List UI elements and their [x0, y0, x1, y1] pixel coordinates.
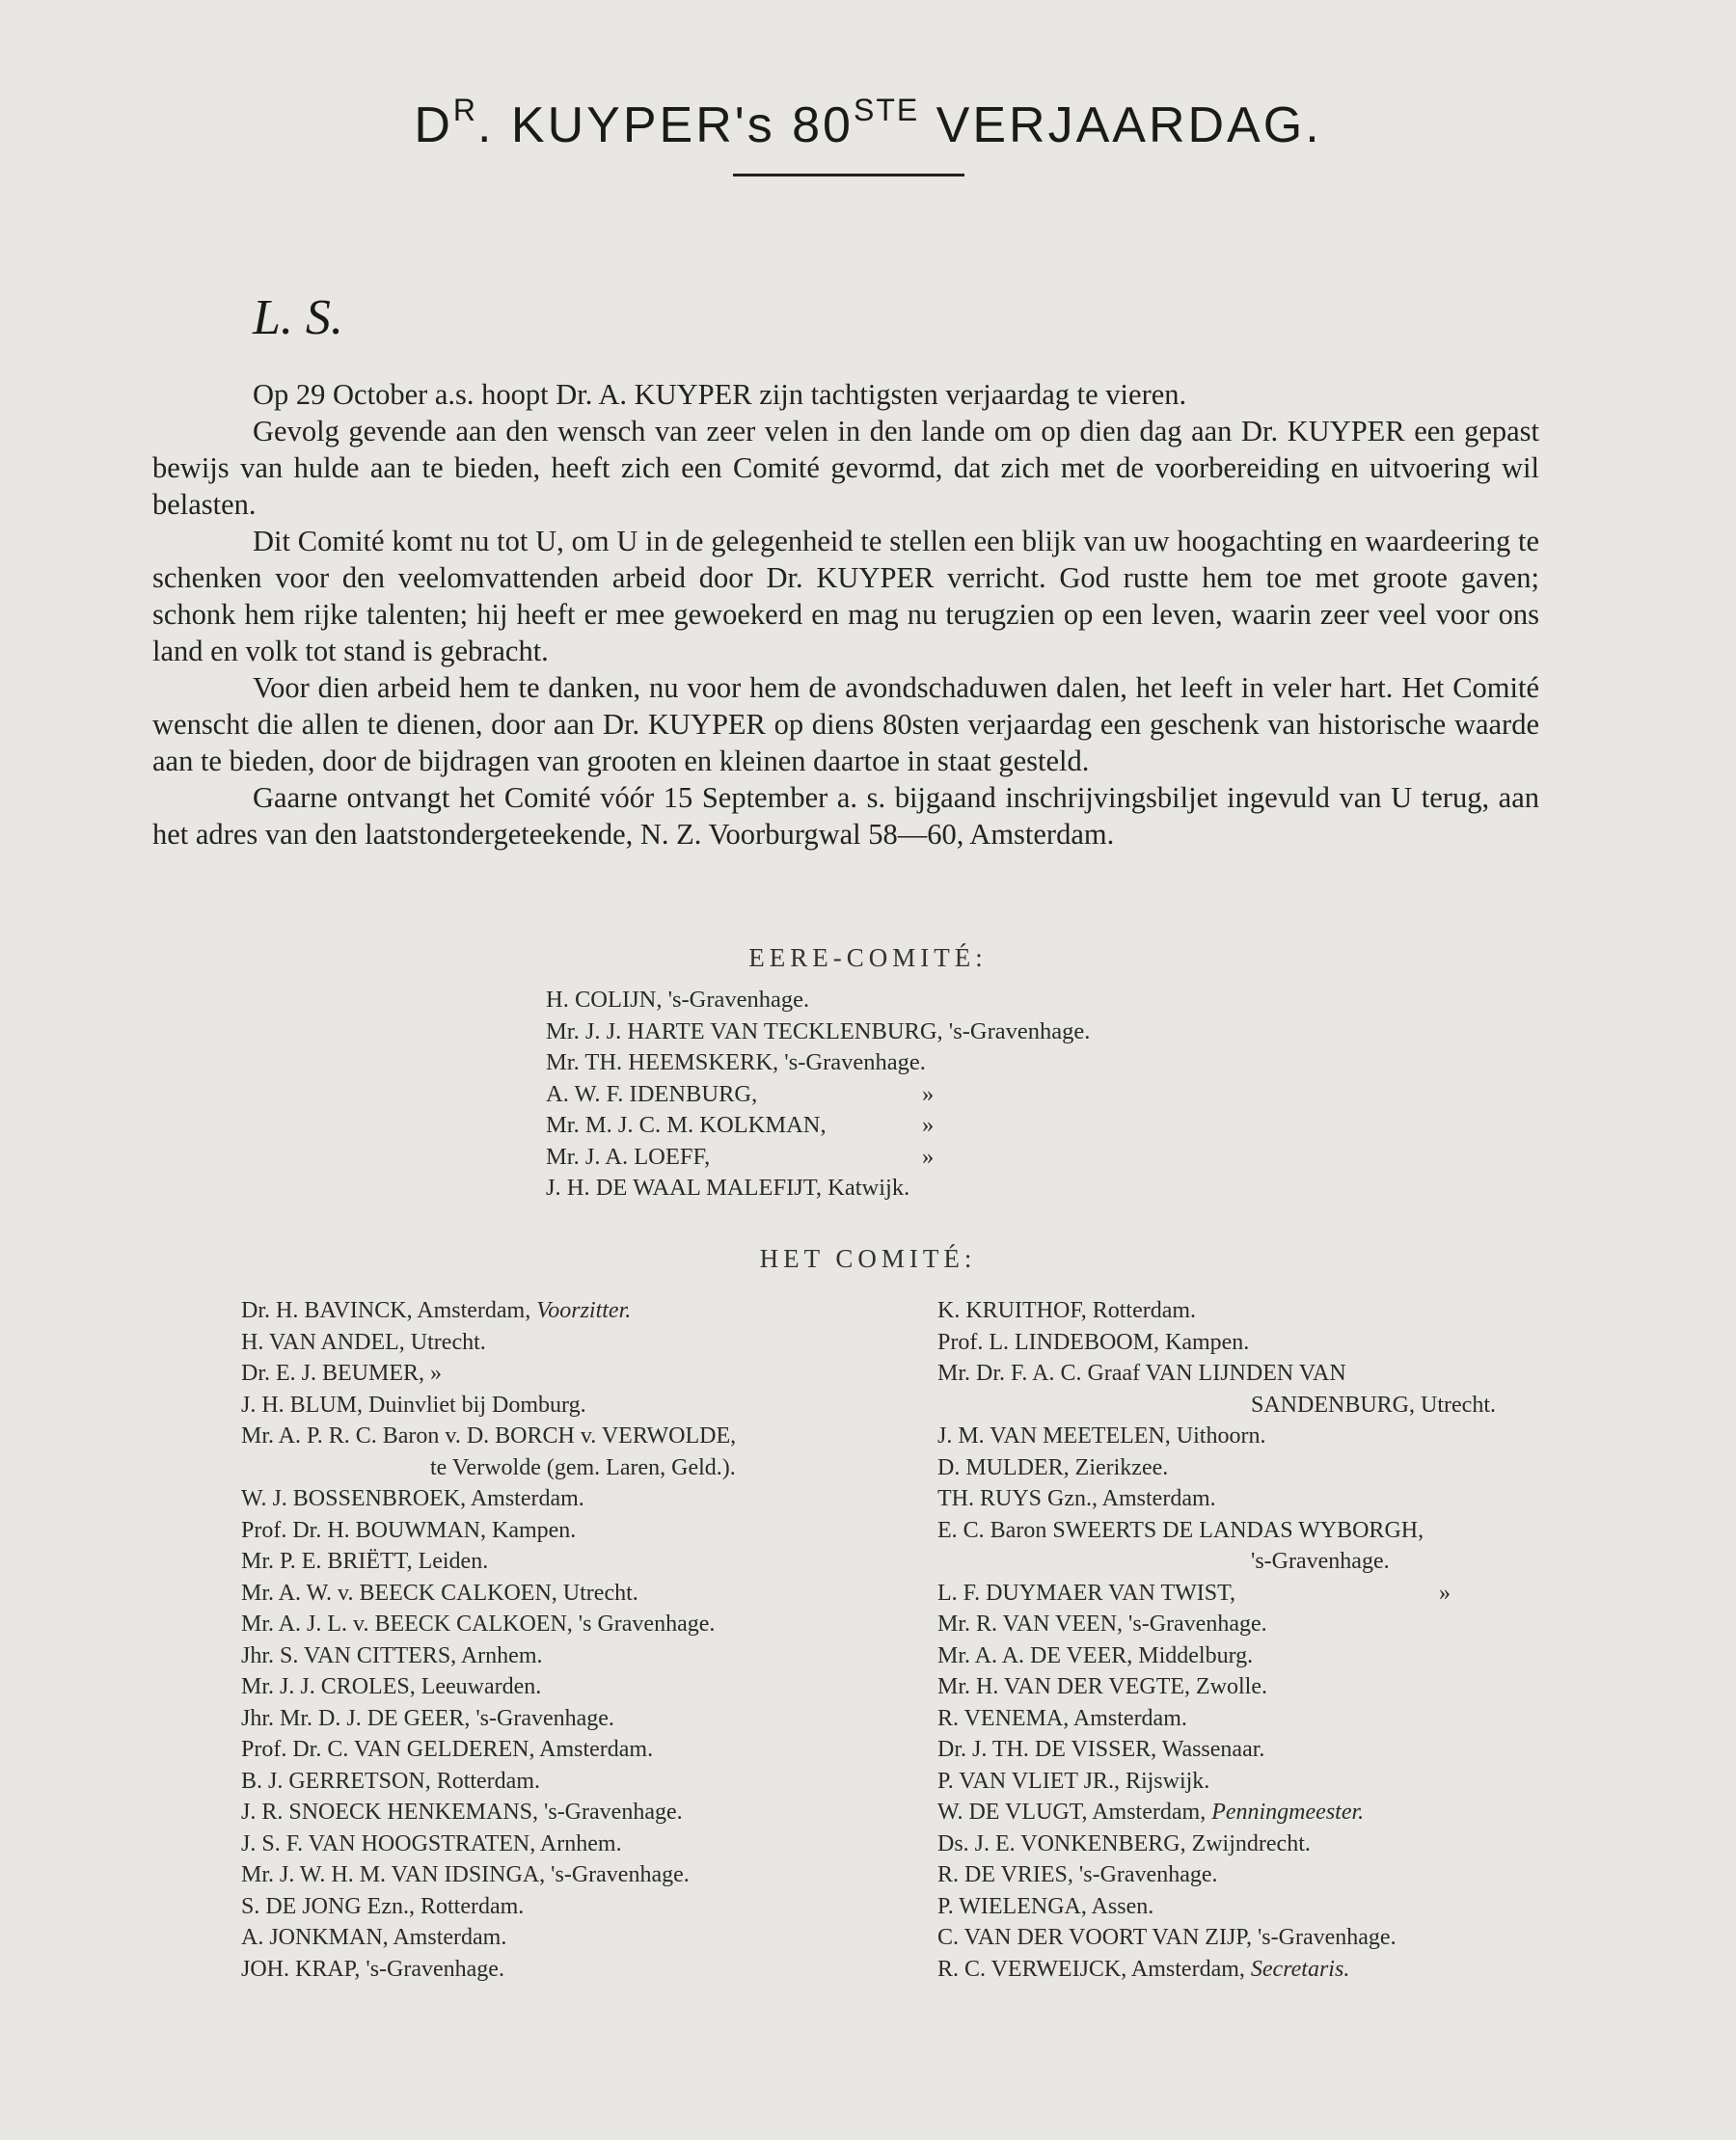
member-text: Mr. J. W. H. M. VAN IDSINGA, 's-Gravenhage.: [241, 1862, 690, 1887]
comite-list-right: [937, 1295, 1564, 1985]
member-text: Dr. J. TH. DE VISSER, Wassenaar.: [937, 1737, 1265, 1762]
letter-paragraph: Gaarne ontvangt het Comité vóór 15 September a. s. bijgaand inschrijvingsbiljet ingevuld van U terug, aan het adres van den laatstondergeteekende, N. Z. Voorburgwal 58—60, Amsterdam.: [152, 781, 1539, 851]
comite-member: [241, 1859, 858, 1891]
member-text: A. JONKMAN, Amsterdam.: [241, 1925, 507, 1950]
comite-member: [241, 1295, 858, 1327]
letter-paragraph: Dit Comité komt nu tot U, om U in de gelegenheid te stellen een blijk van uw hoogachting en waardeering te schenken voor den veelomvattenden arbeid door Dr. KUYPER verricht. God rustte hem toe met groote gaven; schonk hem rijke talenten; hij heeft er mee gewoekerd en mag nu terugzien op een leven, waarin zeer veel voor ons land en volk tot stand is gebracht.: [152, 525, 1539, 667]
member-text: SANDENBURG, Utrecht.: [1251, 1392, 1496, 1418]
comite-member-continuation: [937, 1390, 1564, 1422]
member-text: R. DE VRIES, 's-Gravenhage.: [937, 1862, 1218, 1887]
title-main: . KUYPER's 80: [477, 97, 854, 153]
member-role: Voorzitter.: [536, 1298, 632, 1323]
title-rest: VERJAARDAG.: [919, 97, 1322, 153]
member-text: W. DE VLUGT, Amsterdam,: [937, 1800, 1212, 1825]
comite-member: [241, 1483, 858, 1515]
member-text: S. DE JONG Ezn., Rotterdam.: [241, 1893, 525, 1919]
member-name: H. COLIJN, 's-Gravenhage.: [546, 987, 810, 1013]
member-text: Mr. R. VAN VEEN, 's-Gravenhage.: [937, 1612, 1267, 1637]
title-ste-superscript: STE: [853, 93, 920, 127]
comite-member: [937, 1295, 1564, 1327]
member-text: Dr. H. BAVINCK, Amsterdam,: [241, 1298, 537, 1323]
eere-comite-member: [546, 1142, 1090, 1174]
member-text: TH. RUYS Gzn., Amsterdam.: [937, 1486, 1216, 1511]
member-text: K. KRUITHOF, Rotterdam.: [937, 1298, 1197, 1323]
comite-member: [241, 1327, 858, 1359]
member-role: Penningmeester.: [1211, 1800, 1365, 1825]
comite-member: [241, 1515, 858, 1547]
comite-member: [241, 1766, 858, 1798]
member-text: Mr. A. J. L. v. BEECK CALKOEN, 's Gravenhage.: [241, 1612, 716, 1637]
page-title: [0, 93, 1736, 154]
comite-member-continuation: [241, 1452, 858, 1484]
member-text: JOH. KRAP, 's-Gravenhage.: [241, 1956, 504, 1982]
comite-member: [937, 1922, 1564, 1954]
member-text: Prof. L. LINDEBOOM, Kampen.: [937, 1329, 1250, 1355]
comite-member: [241, 1640, 858, 1672]
title-dr-superscript: R: [452, 93, 478, 127]
member-text: Prof. Dr. C. VAN GELDEREN, Amsterdam.: [241, 1737, 654, 1762]
eere-comite-member: [546, 1047, 1090, 1079]
member-name: Mr. M. J. C. M. KOLKMAN,: [546, 1112, 827, 1138]
comite-member: [937, 1578, 1564, 1610]
comite-member: [937, 1797, 1564, 1828]
ditto-mark: »: [922, 1143, 935, 1170]
comite-member: [241, 1891, 858, 1923]
comite-member: [937, 1483, 1564, 1515]
comite-member: [937, 1358, 1564, 1390]
eere-comite-list: [546, 985, 1090, 1205]
member-text: H. VAN ANDEL, Utrecht.: [241, 1329, 486, 1355]
eere-comite-member: [546, 1110, 1090, 1142]
member-name: J. H. DE WAAL MALEFIJT, Katwijk.: [546, 1175, 910, 1201]
comite-member: [937, 1515, 1564, 1547]
ditto-mark: »: [1439, 1580, 1451, 1606]
member-text: Mr. Dr. F. A. C. Graaf VAN LIJNDEN VAN: [937, 1361, 1346, 1386]
member-text: te Verwolde (gem. Laren, Geld.).: [430, 1454, 736, 1480]
comite-member: [937, 1734, 1564, 1766]
member-name: A. W. F. IDENBURG,: [546, 1080, 758, 1107]
comite-member: [241, 1609, 858, 1640]
comite-member: [937, 1452, 1564, 1484]
member-text: Prof. Dr. H. BOUWMAN, Kampen.: [241, 1517, 577, 1543]
member-name: Mr. J. A. LOEFF,: [546, 1143, 711, 1170]
eere-comite-member: [546, 1173, 1090, 1205]
letter-paragraph: Op 29 October a.s. hoopt Dr. A. KUYPER zijn tachtigsten verjaardag te vieren.: [253, 378, 1187, 411]
member-text: Jhr. Mr. D. J. DE GEER, 's-Gravenhage.: [241, 1705, 614, 1731]
member-text: Mr. A. A. DE VEER, Middelburg.: [937, 1642, 1254, 1668]
member-text: Ds. J. E. VONKENBERG, Zwijndrecht.: [937, 1830, 1311, 1856]
comite-member: [241, 1703, 858, 1735]
comite-member: [937, 1954, 1564, 1986]
comite-member: [937, 1671, 1564, 1703]
comite-member: [937, 1609, 1564, 1640]
member-text: Jhr. S. VAN CITTERS, Arnhem.: [241, 1642, 543, 1668]
member-text: C. VAN DER VOORT VAN ZIJP, 's-Gravenhage.: [937, 1925, 1397, 1950]
comite-member: [241, 1922, 858, 1954]
comite-member: [241, 1954, 858, 1986]
comite-member: [241, 1358, 858, 1390]
member-text: Dr. E. J. BEUMER, »: [241, 1361, 443, 1386]
member-text: L. F. DUYMAER VAN TWIST,: [937, 1580, 1235, 1606]
letter-body: [152, 376, 1539, 853]
comite-member: [937, 1891, 1564, 1923]
comite-member: [937, 1640, 1564, 1672]
member-text: 's-Gravenhage.: [1251, 1549, 1390, 1574]
eere-comite-member: [546, 985, 1090, 1016]
comite-member: [241, 1828, 858, 1860]
ditto-mark: »: [922, 1080, 935, 1107]
comite-member: [937, 1421, 1564, 1452]
member-text: J. S. F. VAN HOOGSTRATEN, Arnhem.: [241, 1830, 622, 1856]
member-text: D. MULDER, Zierikzee.: [937, 1454, 1169, 1480]
eere-comite-heading: EERE-COMITÉ:: [748, 943, 988, 972]
member-text: Mr. A. W. v. BEECK CALKOEN, Utrecht.: [241, 1580, 638, 1606]
comite-member: [937, 1327, 1564, 1359]
member-role: Secretaris.: [1250, 1956, 1350, 1982]
member-text: E. C. Baron SWEERTS DE LANDAS WYBORGH,: [937, 1517, 1424, 1543]
eere-comite-member: [546, 1016, 1090, 1048]
comite-member: [241, 1390, 858, 1422]
letter-paragraph: Gevolg gevende aan den wensch van zeer velen in den lande om op dien dag aan Dr. KUYPER een gepast bewijs van hulde aan te bieden, heeft zich een Comité gevormd, dat zich met de voorbereiding en uitvoering wil belasten.: [152, 415, 1539, 521]
comite-heading: HET COMITÉ:: [759, 1244, 977, 1273]
eere-comite-member: [546, 1079, 1090, 1111]
member-text: Mr. P. E. BRIËTT, Leiden.: [241, 1549, 489, 1574]
member-text: J. H. BLUM, Duinvliet bij Domburg.: [241, 1392, 586, 1418]
comite-member: [241, 1546, 858, 1578]
comite-member: [937, 1828, 1564, 1860]
member-name: Mr. TH. HEEMSKERK, 's-Gravenhage.: [546, 1049, 926, 1075]
comite-member: [241, 1734, 858, 1766]
member-text: P. VAN VLIET JR., Rijswijk.: [937, 1768, 1210, 1794]
comite-member: [241, 1421, 858, 1452]
salutation: L. S.: [253, 290, 343, 345]
title-dr: D: [414, 97, 453, 153]
member-text: J. M. VAN MEETELEN, Uithoorn.: [937, 1423, 1266, 1449]
member-text: W. J. BOSSENBROEK, Amsterdam.: [241, 1486, 584, 1511]
member-text: P. WIELENGA, Assen.: [937, 1893, 1154, 1919]
comite-member-continuation: [937, 1546, 1564, 1578]
member-text: B. J. GERRETSON, Rotterdam.: [241, 1768, 540, 1794]
member-name: Mr. J. J. HARTE VAN TECKLENBURG, 's-Gravenhage.: [546, 1017, 1091, 1044]
comite-list-left: [241, 1295, 858, 1985]
comite-member: [937, 1766, 1564, 1798]
comite-member: [937, 1859, 1564, 1891]
member-text: Mr. A. P. R. C. Baron v. D. BORCH v. VERWOLDE,: [241, 1423, 737, 1449]
comite-member: [241, 1797, 858, 1828]
title-divider: [733, 174, 964, 176]
comite-member: [241, 1578, 858, 1610]
ditto-mark: »: [922, 1112, 935, 1138]
comite-member: [937, 1703, 1564, 1735]
member-text: R. C. VERWEIJCK, Amsterdam,: [937, 1956, 1251, 1982]
letter-paragraph: Voor dien arbeid hem te danken, nu voor hem de avondschaduwen dalen, het leeft in veler hart. Het Comité wenscht die allen te dienen, door aan Dr. KUYPER op diens 80sten verjaardag een geschenk van historische waarde aan te bieden, door de bijdragen van grooten en kleinen daartoe in staat gesteld.: [152, 671, 1539, 777]
member-text: Mr. J. J. CROLES, Leeuwarden.: [241, 1674, 542, 1699]
member-text: R. VENEMA, Amsterdam.: [937, 1705, 1187, 1731]
comite-member: [241, 1671, 858, 1703]
member-text: Mr. H. VAN DER VEGTE, Zwolle.: [937, 1674, 1267, 1699]
member-text: J. R. SNOECK HENKEMANS, 's-Gravenhage.: [241, 1800, 683, 1825]
